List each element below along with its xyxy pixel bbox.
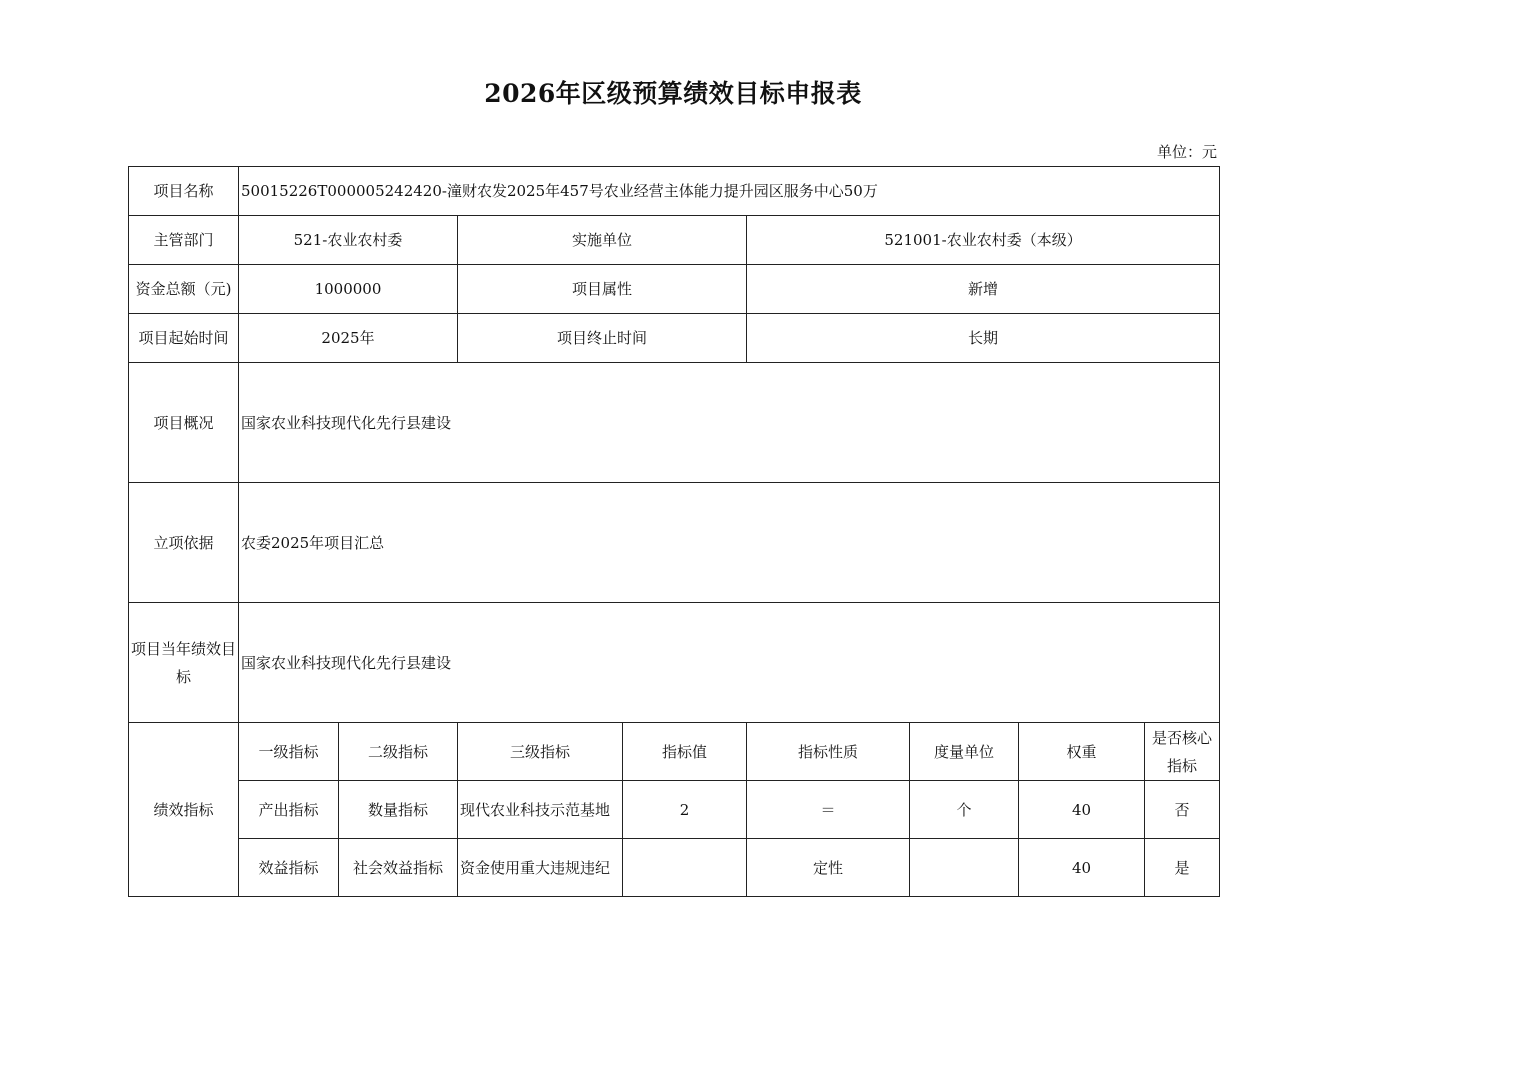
indicator-level1: 产出指标	[239, 781, 339, 839]
basis-value: 农委2025年项目汇总	[239, 483, 1220, 603]
project-name-value: 50015226T000005242420-潼财农发2025年457号农业经营主体能力提升园区服务中心50万	[239, 167, 1220, 216]
indicator-value: 2	[623, 781, 747, 839]
annual-goal-value: 国家农业科技现代化先行县建设	[239, 603, 1220, 723]
row-basis	[129, 483, 1220, 603]
indicator-level1: 效益指标	[239, 839, 339, 897]
page-title: 2026年区级预算绩效目标申报表	[484, 79, 862, 108]
indicator-core: 否	[1145, 781, 1220, 839]
indicator-row	[129, 781, 1220, 839]
indicator-level2: 数量指标	[339, 781, 458, 839]
overview-value: 国家农业科技现代化先行县建设	[239, 363, 1220, 483]
indicator-level3: 现代农业科技示范基地	[458, 781, 623, 839]
department-label: 主管部门	[129, 216, 239, 265]
indicator-nature: ＝	[747, 781, 910, 839]
indicator-row	[129, 839, 1220, 897]
end-time-value: 长期	[747, 314, 1220, 363]
row-period	[129, 314, 1220, 363]
header-level2: 二级指标	[339, 723, 458, 781]
header-unit: 度量单位	[910, 723, 1019, 781]
header-value: 指标值	[623, 723, 747, 781]
indicator-unit: 个	[910, 781, 1019, 839]
project-attribute-label: 项目属性	[458, 265, 747, 314]
header-core: 是否核心指标	[1145, 723, 1220, 781]
indicator-level3: 资金使用重大违规违纪	[458, 839, 623, 897]
project-name-label: 项目名称	[129, 167, 239, 216]
indicator-level2: 社会效益指标	[339, 839, 458, 897]
indicator-weight: 40	[1019, 839, 1145, 897]
row-project-name	[129, 167, 1220, 216]
budget-form-table	[128, 166, 1220, 897]
row-annual-goal	[129, 603, 1220, 723]
row-department	[129, 216, 1220, 265]
indicators-section-label: 绩效指标	[129, 723, 239, 897]
header-nature: 指标性质	[747, 723, 910, 781]
indicator-unit	[910, 839, 1019, 897]
project-attribute-value: 新增	[747, 265, 1220, 314]
annual-goal-label: 项目当年绩效目标	[129, 603, 239, 723]
header-weight: 权重	[1019, 723, 1145, 781]
indicator-header-row	[129, 723, 1220, 781]
total-funds-value: 1000000	[239, 265, 458, 314]
implementing-unit-label: 实施单位	[458, 216, 747, 265]
header-level1: 一级指标	[239, 723, 339, 781]
department-value: 521-农业农村委	[239, 216, 458, 265]
indicator-value	[623, 839, 747, 897]
total-funds-label: 资金总额（元)	[129, 265, 239, 314]
end-time-label: 项目终止时间	[458, 314, 747, 363]
start-time-value: 2025年	[239, 314, 458, 363]
overview-label: 项目概况	[129, 363, 239, 483]
basis-label: 立项依据	[129, 483, 239, 603]
indicator-core: 是	[1145, 839, 1220, 897]
row-overview	[129, 363, 1220, 483]
header-level3: 三级指标	[458, 723, 623, 781]
unit-label: 单位：元	[1156, 143, 1217, 161]
indicator-nature: 定性	[747, 839, 910, 897]
indicator-weight: 40	[1019, 781, 1145, 839]
implementing-unit-value: 521001-农业农村委（本级）	[747, 216, 1220, 265]
start-time-label: 项目起始时间	[129, 314, 239, 363]
row-funds	[129, 265, 1220, 314]
